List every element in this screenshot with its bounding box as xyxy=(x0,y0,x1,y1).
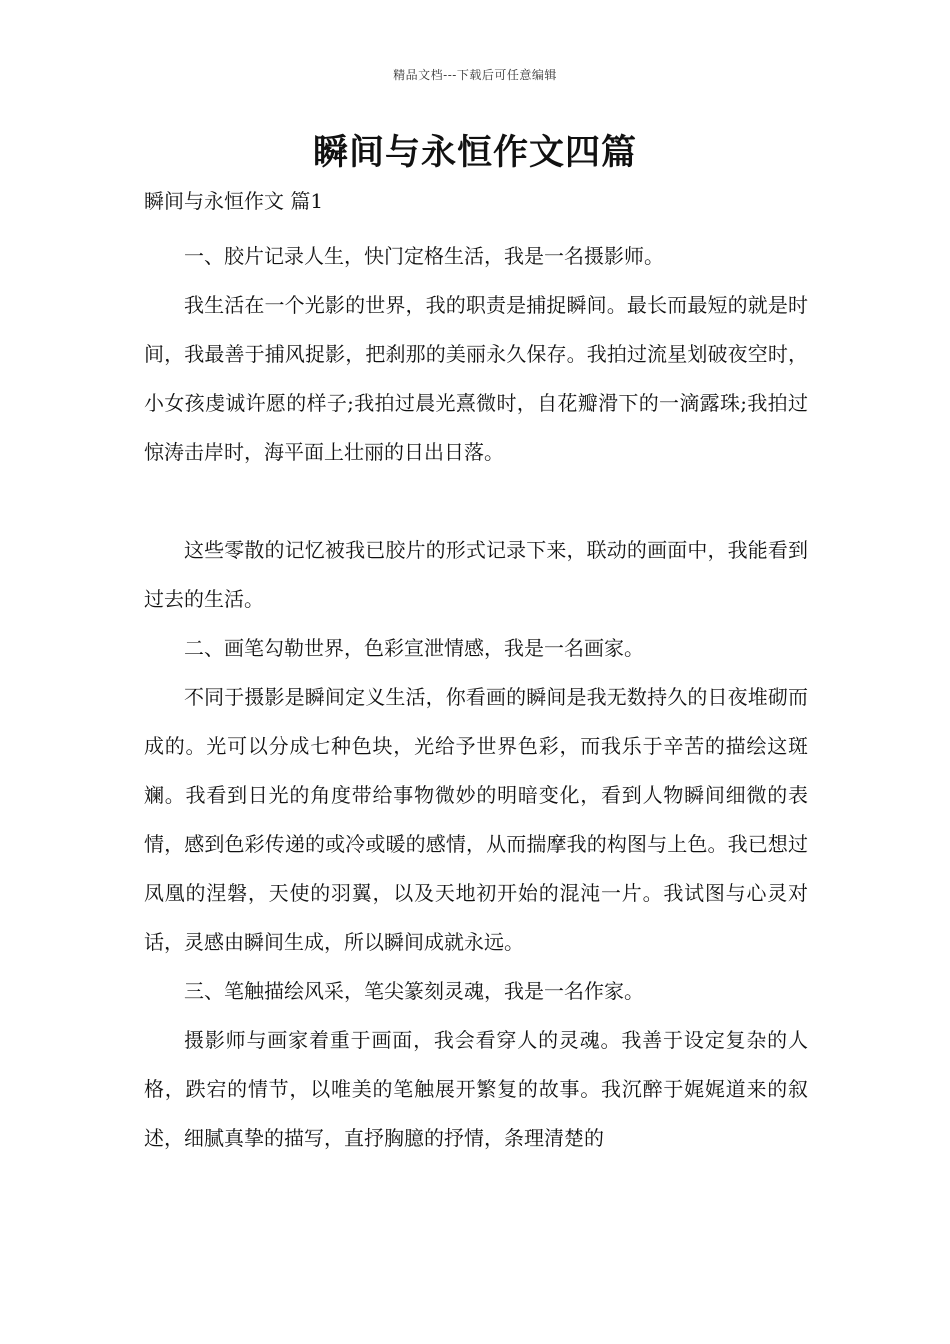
document-title: 瞬间与永恒作文四篇 xyxy=(312,132,637,173)
blank-line xyxy=(144,477,808,526)
essay-subheading: 瞬间与永恒作文 篇1 xyxy=(144,189,324,213)
paragraph-memories: 这些零散的记忆被我已胶片的形式记录下来，联动的画面中，我能看到过去的生活。 xyxy=(144,538,808,611)
paragraph-painter-heading: 二、画笔勾勒世界，色彩宣泄情感，我是一名画家。 xyxy=(184,636,644,660)
document-body xyxy=(144,232,808,1163)
paragraph-painter-body: 不同于摄影是瞬间定义生活，你看画的瞬间是我无数持久的日夜堆砌而成的。光可以分成七种色块，光给予世界色彩，而我乐于辛苦的描绘这斑斓。我看到日光的角度带给事物微妙的明暗变化，看到人物瞬间细微的表情，感到色彩传递的或冷或暖的感情，从而揣摩我的构图与上色。我已想过凤凰的涅磐，天使的羽翼，以及天地初开始的混沌一片。我试图与心灵对话，灵感由瞬间生成，所以瞬间成就永远。 xyxy=(144,685,808,954)
paragraph-writer-body: 摄影师与画家着重于画面，我会看穿人的灵魂。我善于设定复杂的人格，跌宕的情节，以唯美的笔触展开繁复的故事。我沉醉于娓娓道来的叙述，细腻真挚的描写，直抒胸臆的抒情，条理清楚的 xyxy=(144,1028,808,1150)
paragraph-photographer-body: 我生活在一个光影的世界，我的职责是捕捉瞬间。最长而最短的就是时间，我最善于捕风捉影，把刹那的美丽永久保存。我拍过流星划破夜空时，小女孩虔诚许愿的样子;我拍过晨光熹微时，自花瓣滑下的一滴露珠;我拍过惊涛击岸时，海平面上壮丽的日出日落。 xyxy=(144,293,808,464)
header-note: 精品文档---下载后可任意编辑 xyxy=(393,68,557,82)
paragraph-writer-heading: 三、笔触描绘风采，笔尖篆刻灵魂，我是一名作家。 xyxy=(184,979,644,1003)
paragraph-photographer-heading: 一、胶片记录人生，快门定格生活，我是一名摄影师。 xyxy=(184,244,664,268)
